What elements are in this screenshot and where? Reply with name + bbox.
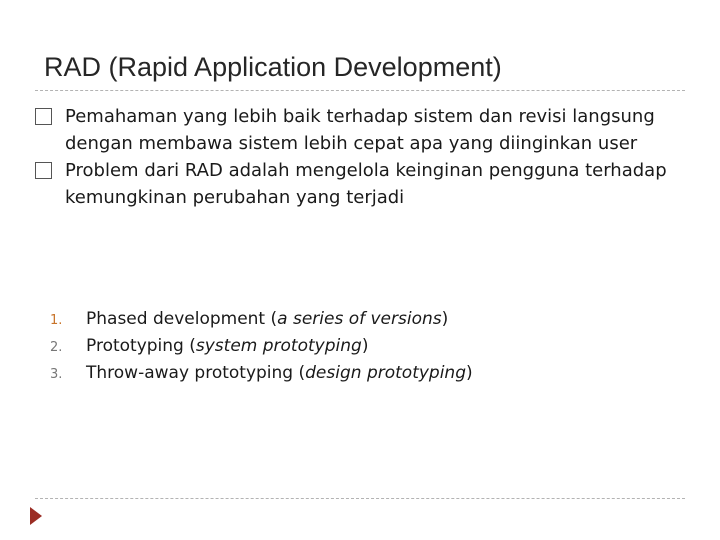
item-text: Phased development ( <box>86 309 278 329</box>
numbered-item <box>50 333 473 360</box>
bullet-list <box>35 103 685 211</box>
item-close: ) <box>466 363 473 383</box>
item-text: Throw-away prototyping ( <box>86 363 306 383</box>
item-italic-text: a series of versions <box>277 309 442 329</box>
numbered-item <box>50 306 473 333</box>
item-italic-text: system prototyping <box>195 336 362 356</box>
item-number: 3. <box>50 367 63 382</box>
bullet-text: Problem dari RAD adalah mengelola keinginan pengguna terhadap kemungkinan perubahan yang terjadi <box>65 160 667 208</box>
square-bullet-icon <box>35 162 52 179</box>
item-close: ) <box>361 336 369 356</box>
bullet-item <box>35 157 685 211</box>
item-italic-text: design prototyping <box>305 363 466 383</box>
footer-divider <box>35 498 685 499</box>
slide-title: RAD (Rapid Application Development) <box>44 52 502 82</box>
numbered-list <box>50 306 473 387</box>
title-divider <box>35 90 685 91</box>
item-close: ) <box>441 309 449 329</box>
square-bullet-icon <box>35 108 52 125</box>
triangle-arrow-icon <box>30 507 42 525</box>
numbered-item <box>50 360 473 387</box>
item-text: Prototyping ( <box>86 336 196 356</box>
item-number: 1. <box>50 313 63 328</box>
bullet-item <box>35 103 685 157</box>
item-number: 2. <box>50 340 63 355</box>
bullet-text: Pemahaman yang lebih baik terhadap sistem dan revisi langsung dengan membawa sistem lebih cepat apa yang diinginkan user <box>65 106 655 154</box>
